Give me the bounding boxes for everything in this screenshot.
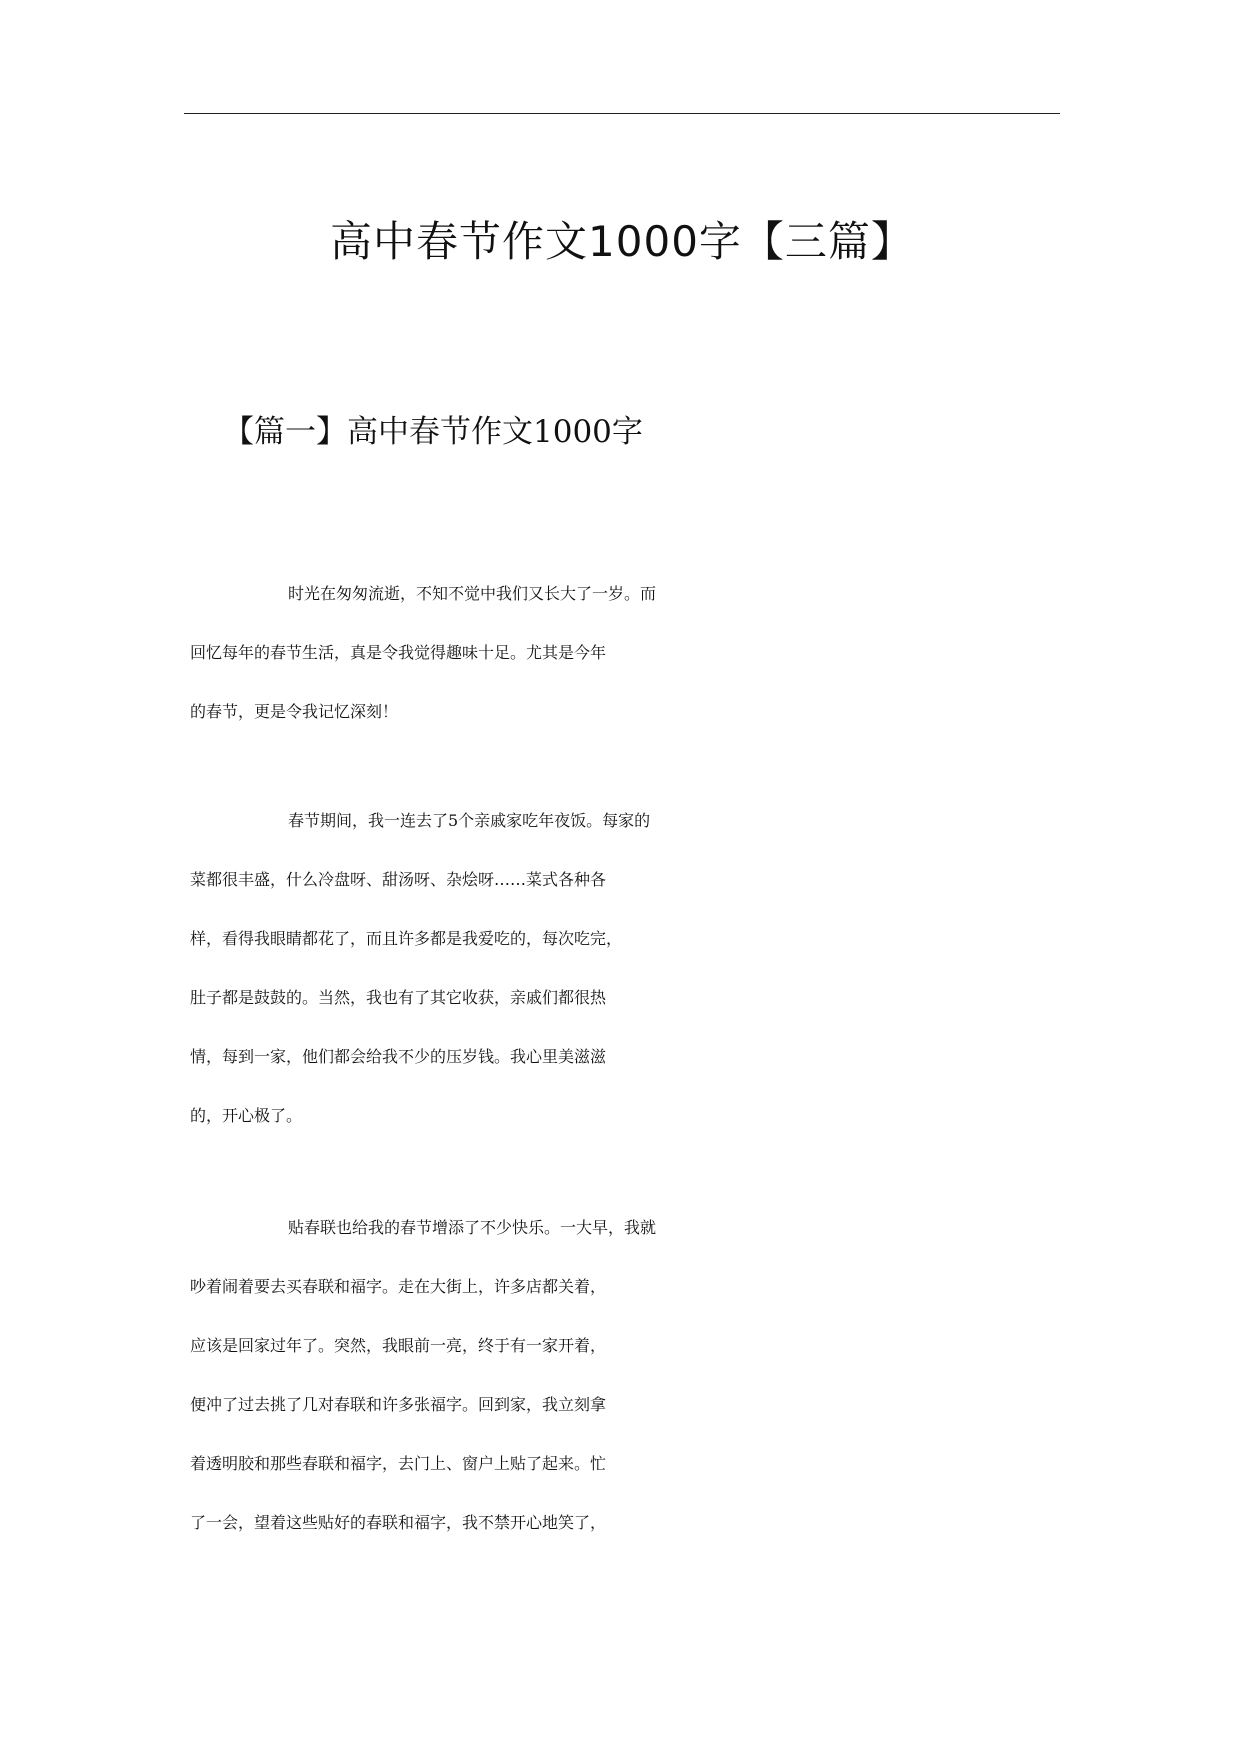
paragraph-line: 肚子都是鼓鼓的。当然，我也有了其它收获，亲戚们都很热 [190,988,607,1007]
paragraph-line: 回忆每年的春节生活，真是令我觉得趣味十足。尤其是今年 [190,643,607,662]
paragraph-line: 情，每到一家，他们都会给我不少的压岁钱。我心里美滋滋 [190,1047,607,1066]
paragraph-line: 着透明胶和那些春联和福字，去门上、窗户上贴了起来。忙 [190,1454,607,1473]
paragraph-line: 便冲了过去挑了几对春联和许多张福字。回到家，我立刻拿 [190,1395,607,1414]
paragraph-line: 样，看得我眼睛都花了，而且许多都是我爱吃的，每次吃完， [190,929,623,948]
paragraph-line: 贴春联也给我的春节增添了不少快乐。一大早，我就 [288,1218,657,1237]
header-rule [184,113,1060,114]
paragraph-3 [190,1215,1060,1569]
paragraph-line: 的，开心极了。 [190,1106,303,1125]
paragraph-line: 菜都很丰盛，什么冷盘呀、甜汤呀、杂烩呀……菜式各种各 [190,870,607,889]
paragraph-line: 时光在匆匆流逝，不知不觉中我们又长大了一岁。而 [288,584,657,603]
paragraph-line: 应该是回家过年了。突然，我眼前一亮，终于有一家开着， [190,1336,607,1355]
paragraph-line: 吵着闹着要去买春联和福字。走在大街上，许多店都关着， [190,1277,607,1296]
paragraph-line: 春节期间，我一连去了5个亲戚家吃年夜饭。每家的 [288,811,651,830]
paragraph-1 [190,581,1060,758]
section-heading: 【篇一】高中春节作文1000字 [223,414,643,450]
paragraph-line: 了一会，望着这些贴好的春联和福字，我不禁开心地笑了， [190,1513,607,1532]
paragraph-line: 的春节，更是令我记忆深刻！ [190,702,399,721]
paragraph-2 [190,808,1060,1162]
document-title: 高中春节作文1000字【三篇】 [330,217,914,266]
